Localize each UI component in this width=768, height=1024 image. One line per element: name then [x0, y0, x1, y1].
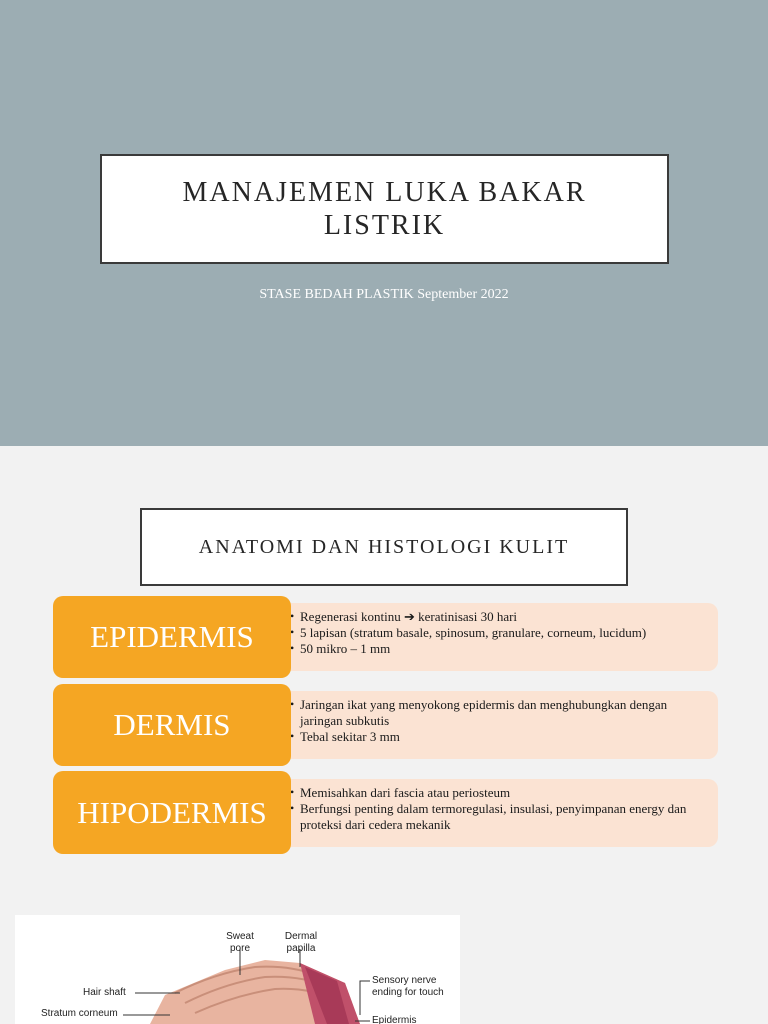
slide-title-line2: LISTRIK [323, 210, 446, 241]
slide-title-line1: MANAJEMEN LUKA BAKAR [182, 177, 587, 208]
bullet-item: • 50 mikro – 1 mm [290, 641, 706, 657]
section-title: ANATOMI DAN HISTOLOGI KULIT [198, 535, 570, 558]
layer-label-text: DERMIS [113, 707, 231, 742]
title-box [100, 154, 669, 264]
label-dermal-papilla: Dermal papilla [284, 931, 318, 954]
label-sensory-nerve: Sensory nerve ending for touch [372, 975, 444, 998]
slide-title [182, 176, 586, 242]
layer-label [53, 771, 291, 854]
bullet-item: • Jaringan ikat yang menyokong epidermis dan menghubungkan dengan jaringan subkutis [290, 697, 706, 729]
slide-subtitle: STASE BEDAH PLASTIK September 2022 [259, 287, 509, 302]
bullet-item: • Regenerasi kontinu ➔ keratinisasi 30 hari [290, 609, 706, 625]
skin-diagram [15, 915, 460, 1024]
layer-label-text: EPIDERMIS [90, 619, 254, 654]
layer-description [270, 603, 718, 671]
label-hair-shaft: Hair shaft [83, 987, 126, 998]
layer-label-text: HIPODERMIS [77, 794, 267, 830]
label-epidermis: Epidermis [372, 1015, 417, 1024]
layer-description [270, 779, 718, 847]
layer-row-hipodermis [0, 771, 768, 854]
label-sweat-pore: Sweat pore [226, 931, 254, 954]
layer-row-epidermis [0, 596, 768, 678]
anatomy-slide [0, 446, 768, 1024]
layer-description [270, 691, 718, 759]
layer-label [53, 684, 291, 766]
title-slide [0, 0, 768, 446]
bullet-item: • Memisahkan dari fascia atau periosteum [290, 785, 706, 801]
layer-label [53, 596, 291, 678]
layer-row-dermis [0, 684, 768, 766]
bullet-item: • 5 lapisan (stratum basale, spinosum, granulare, corneum, lucidum) [290, 625, 706, 641]
section-title-box [140, 508, 628, 586]
bullet-item: • Tebal sekitar 3 mm [290, 729, 706, 745]
bullet-item: • Berfungsi penting dalam termoregulasi, insulasi, penyimpanan energy dan proteksi dari cedera mekanik [290, 801, 706, 833]
bracket-line [360, 981, 370, 1015]
label-stratum-corneum: Stratum corneum [41, 1008, 118, 1019]
